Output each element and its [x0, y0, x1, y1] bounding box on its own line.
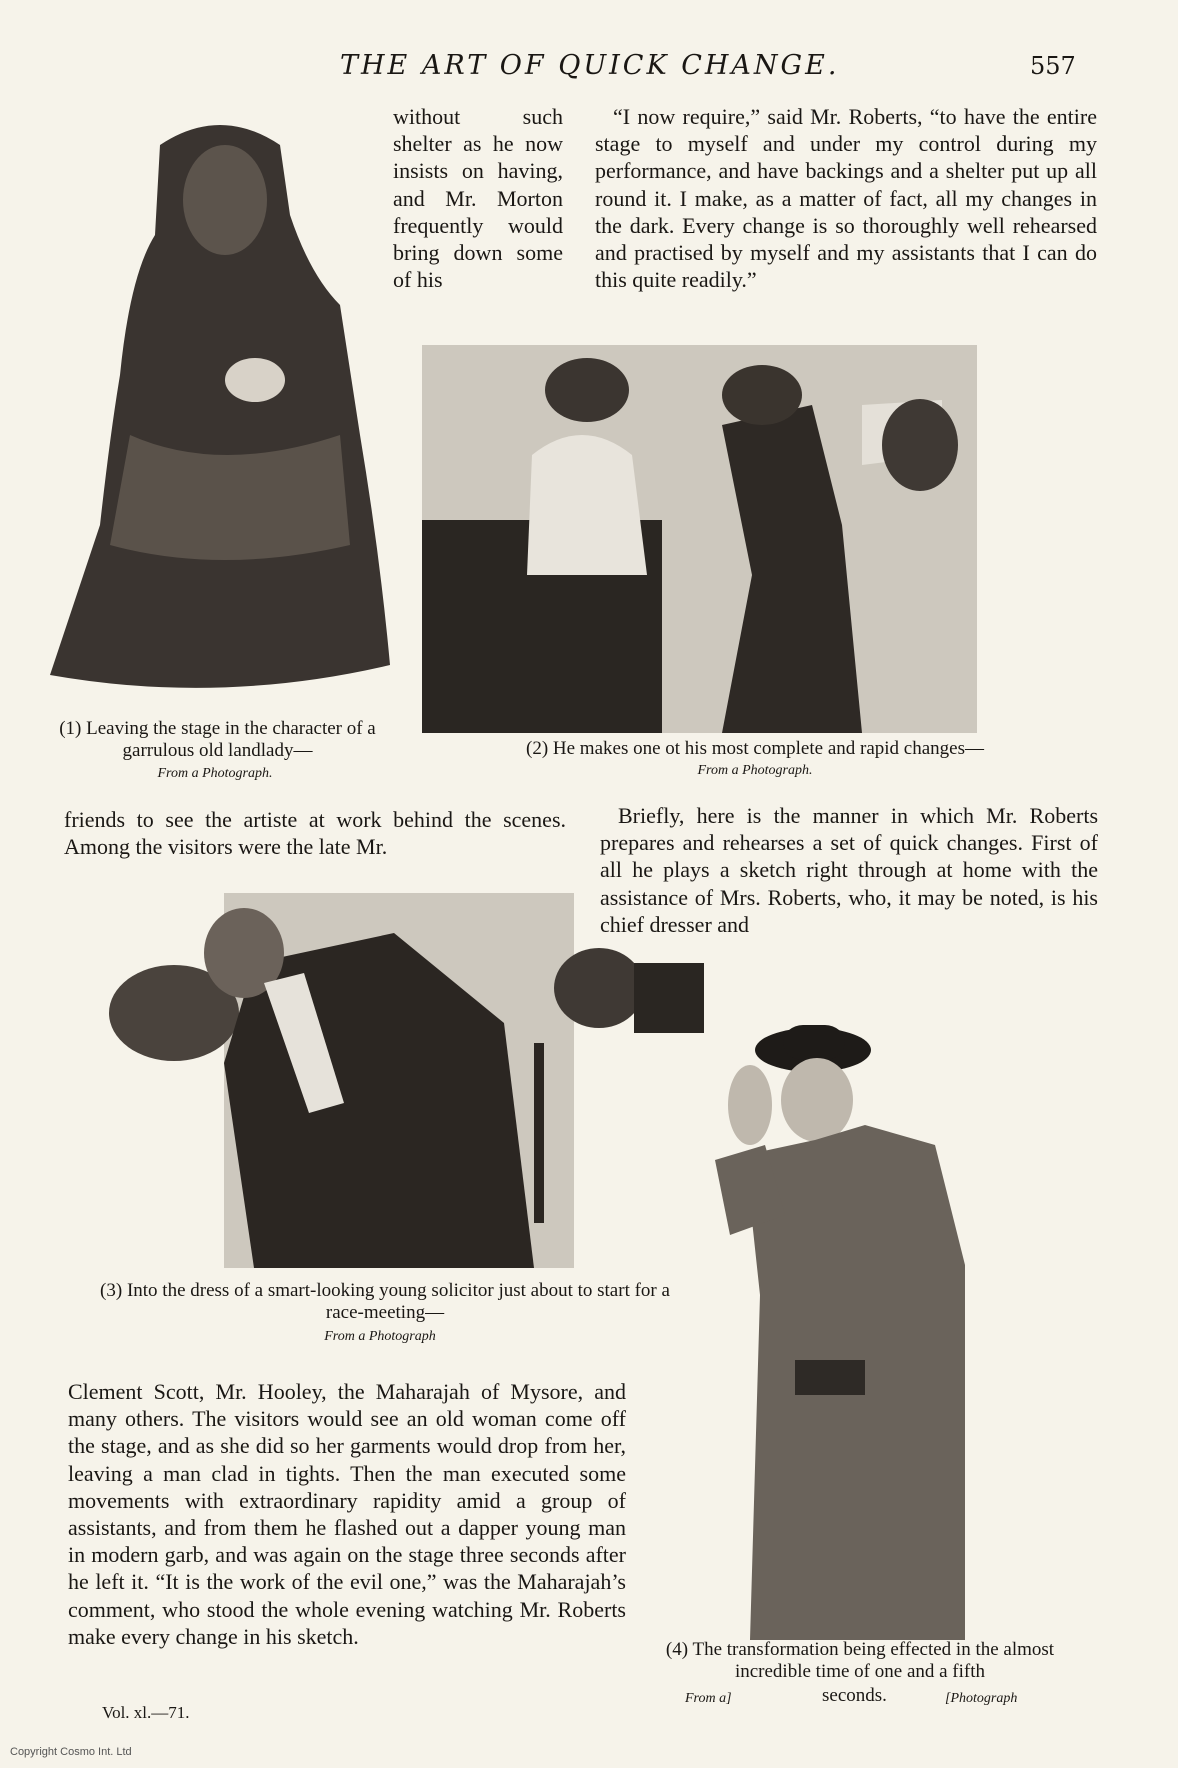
paragraph: Clement Scott, Mr. Hooley, the Maharajah of Mysore, and many others. The visitors would see an old woman come off the stage, and as she did so her garments would drop from her, leaving a man clad in tights. Then the man executed some movements with extraordinary rapidity amid a group of assistants, and from them he flashed out a dapper young man in modern garb, and was again on the stage three seconds after he left it. “It is the work of the evil one,” was the Maharajah’s comment, who stood the whole evening watching Mr. Roberts make every change in his sketch.	[68, 1379, 626, 1649]
solicitor-change-illustration	[34, 893, 704, 1268]
figure-3-caption: (3) Into the dress of a smart-looking young solicitor just about to start for a race-meeting—	[100, 1280, 670, 1323]
figure-4-caption-tail: seconds.	[822, 1685, 887, 1706]
figure-4-photo	[705, 1015, 1025, 1640]
young-man-in-overcoat-illustration	[705, 1015, 1025, 1640]
figure-4-caption: (4) The transformation being effected in the almost incredible time of one and a fifth	[665, 1639, 1055, 1682]
figure-3-photo	[34, 893, 704, 1268]
quick-change-scene-illustration	[422, 345, 977, 733]
figure-1-caption: (1) Leaving the stage in the character of a garrulous old landlady—	[59, 718, 376, 761]
figure-1-photo	[40, 105, 390, 705]
body-text-column-e	[68, 1378, 626, 1650]
body-text-column-b	[595, 103, 1097, 293]
figure-4-credit-line	[685, 1685, 1035, 1707]
paragraph: “I now require,” said Mr. Roberts, “to have the entire stage to myself and under my control during my performance, and have backings and a shelter put up all round it. I make, as a matter of fact, all my changes in the dark. Every change is so thoroughly well rehearsed and practised by myself and my assistants that I can do this quite readily.”	[595, 104, 1097, 293]
figure-2-credit: From a Photograph.	[697, 763, 813, 778]
running-title: THE ART OF QUICK CHANGE.	[340, 50, 840, 81]
figure-1-credit: From a Photograph.	[157, 766, 273, 781]
page-header	[0, 42, 1178, 82]
figure-2-photo	[422, 345, 977, 733]
figure-3-credit: From a Photograph	[324, 1329, 436, 1344]
page-number: 557	[1030, 52, 1076, 80]
paragraph: friends to see the artiste at work behind the scenes. Among the visitors were the late Mr.	[64, 807, 566, 860]
old-landlady-illustration	[40, 105, 390, 705]
body-text-column-c	[64, 806, 566, 860]
figure-4-credit-right: [Photograph	[945, 1691, 1018, 1706]
figure-2-caption: (2) He makes one ot his most complete and rapid changes—	[526, 738, 984, 759]
copyright-notice: Copyright Cosmo Int. Ltd	[10, 1746, 132, 1758]
volume-line: Vol. xl.—71.	[102, 1703, 190, 1722]
paragraph: Briefly, here is the manner in which Mr. Roberts prepares and rehearses a set of quick changes. First of all he plays a sketch right through at home with the assistance of Mrs. Roberts, who, it may be noted, is his chief dresser and	[600, 803, 1098, 937]
paragraph: without such shelter as he now insists on having, and Mr. Morton frequently would bring down some of his	[393, 104, 563, 293]
figure-4-credit-left: From a]	[685, 1691, 732, 1706]
body-text-column-a	[393, 103, 563, 293]
